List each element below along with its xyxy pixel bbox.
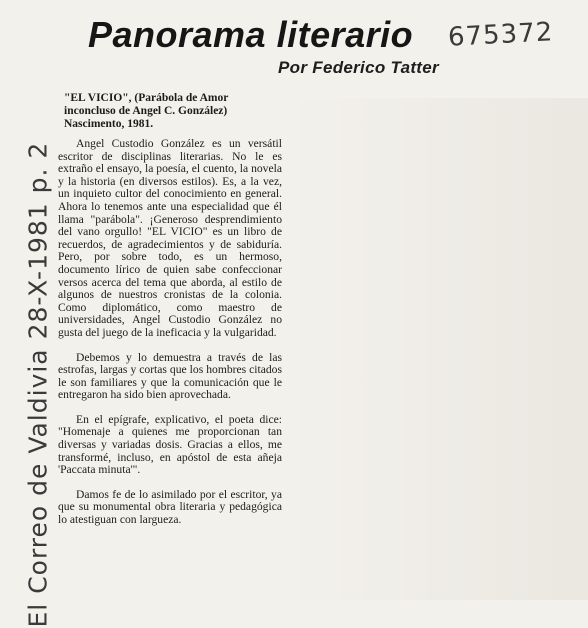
book-reference-text: "EL VICIO", (Parábola de Amor inconcluso de Angel C. González) Nascimento, 1981.	[64, 92, 229, 130]
author-byline: Por Federico Tatter	[278, 58, 439, 77]
paragraph-2: Debemos y lo demuestra a través de las estrofas, largas y cortas que los hombres citados le son familiares y que la comunicación que le entregaron ha sido bien aprovechada.	[58, 350, 282, 402]
paragraph-4: Damos fe de lo asimilado por el escritor, ya que su monumental obra literaria y pedagógica lo atestiguan con largueza.	[58, 487, 282, 527]
handwritten-source-note: El Correo de Valdivia 28-X-1981 p. 2	[23, 141, 53, 628]
handwritten-catalog-number: 675372	[447, 17, 554, 53]
page-shading	[288, 98, 588, 600]
article-body	[58, 138, 282, 539]
paragraph-1: Angel Custodio González es un versátil escritor de disciplinas literarias. No le es extraño el ensayo, la poesía, el cuento, la novela y la historia (en diversos estilos). Es, a la vez, un inquieto cultor del conocimiento en general. Ahora lo tenemos ante una especialidad que él llama "parábola". ¡Generoso desprendimiento del vano orgullo! "EL VICIO" es un libro de recuerdos, de agradecimientos y de sabiduría. Pero, por sobre todo, es un hermoso, documento lírico de quien sabe confeccionar versos acerca del tema que aborda, al estilo de algunos de nuestros cronistas de la colonia. Como diplomático, como maestro de universidades, Angel Custodio González no gusta del juego de la ineficacia y la vulgaridad.	[58, 137, 282, 339]
paragraph-3: En el epígrafe, explicativo, el poeta dice: "Homenaje a quienes me proporcionan tan diversas y variadas dosis. Gracias a ellos, me transformé, incluso, en apóstol de esta añeja 'Paccata minuta'".	[58, 412, 282, 477]
book-reference	[64, 92, 294, 131]
article-title: Panorama literario	[88, 14, 414, 55]
